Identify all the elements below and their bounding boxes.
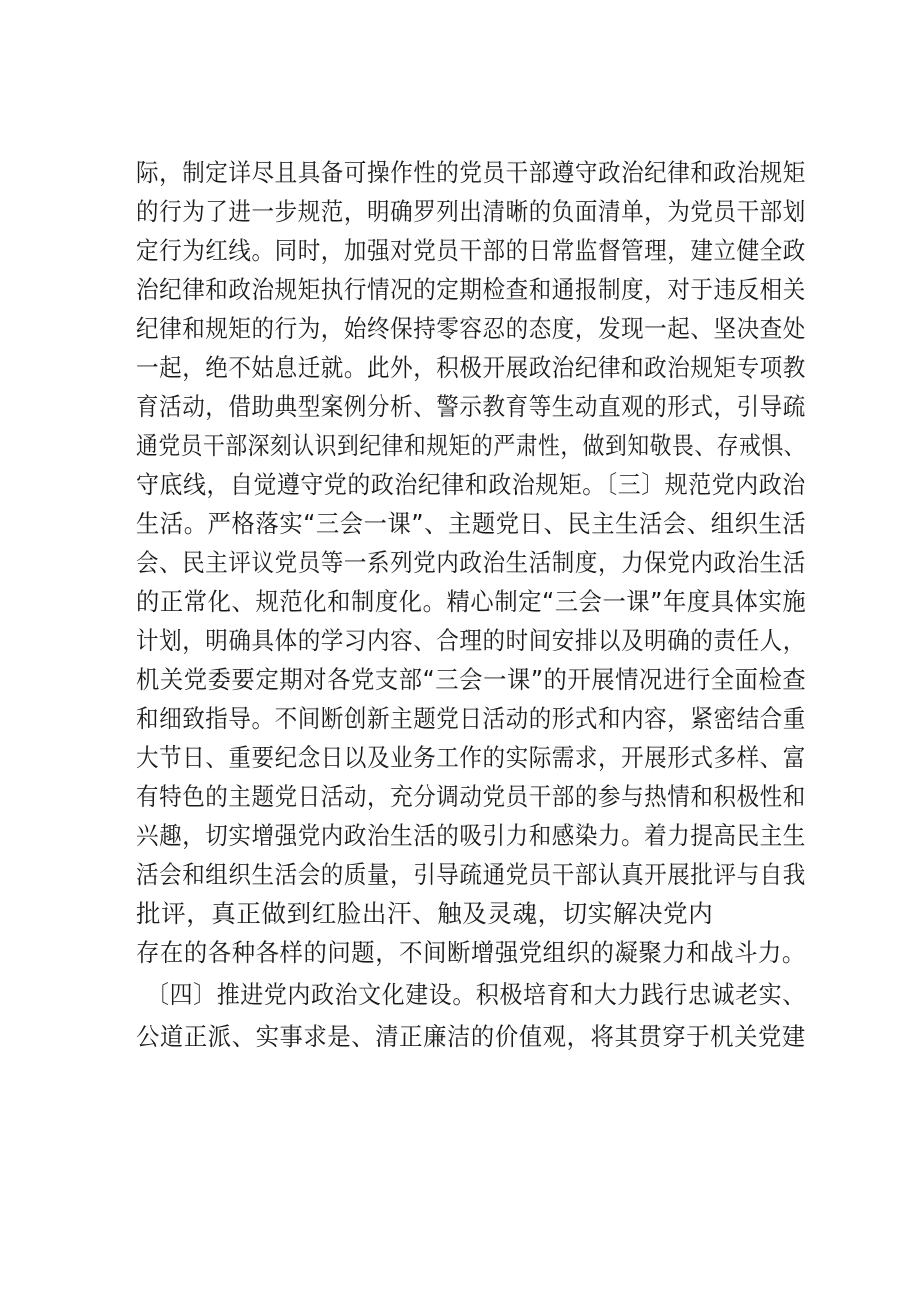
text-line: 纪律和规矩的行为，始终保持零容忍的态度，发现一起、坚决查处	[136, 314, 806, 343]
text-line: 生活。严格落实“三会一课”、主题党日、民主生活会、组织生活	[136, 509, 807, 538]
text-line: 〔四〕推进党内政治文化建设。积极培育和大力践行忠诚老实、	[146, 980, 806, 1009]
text-line: 大节日、重要纪念日以及业务工作的实际需求，开展形式多样、富	[136, 743, 806, 772]
text-line: 通党员干部深刻认识到纪律和规矩的严肃性，做到知敬畏、存戒惧、	[136, 431, 807, 460]
text-line: 机关党委要定期对各党支部“三会一课”的开展情况进行全面检查	[136, 665, 807, 694]
text-line: 的正常化、规范化和制度化。精心制定“三会一课”年度具体实施	[136, 587, 807, 616]
text-line: 批评，真正做到红脸出汗、触及灵魂，切实解决党内	[136, 899, 714, 928]
text-line: 定行为红线。同时，加强对党员干部的日常监督管理，建立健全政	[136, 236, 806, 265]
text-line: 活会和组织生活会的质量，引导疏通党员干部认真开展批评与自我	[136, 860, 806, 889]
text-line: 存在的各种各样的问题，不间断增强党组织的凝聚力和战斗力。	[136, 938, 806, 967]
text-line: 的行为了进一步规范，明确罗列出清晰的负面清单，为党员干部划	[136, 197, 806, 226]
text-line: 际，制定详尽且具备可操作性的党员干部遵守政治纪律和政治规矩	[136, 158, 806, 187]
text-line: 有特色的主题党日活动，充分调动党员干部的参与热情和积极性和	[136, 782, 806, 811]
text-line: 公道正派、实事求是、清正廉洁的价值观，将其贯穿于机关党建	[136, 1022, 806, 1051]
text-line: 育活动，借助典型案例分析、警示教育等生动直观的形式，引导疏	[136, 392, 806, 421]
text-line: 计划，明确具体的学习内容、合理的时间安排以及明确的责任人，	[136, 626, 806, 655]
text-line: 一起，绝不姑息迁就。此外，积极开展政治纪律和政治规矩专项教	[136, 353, 806, 382]
text-line: 会、民主评议党员等一系列党内政治生活制度，力保党内政治生活	[136, 548, 806, 577]
text-line: 守底线，自觉遵守党的政治纪律和政治规矩。〔三〕规范党内政治	[136, 470, 806, 499]
text-line: 治纪律和政治规矩执行情况的定期检查和通报制度，对于违反相关	[136, 275, 806, 304]
text-line: 和细致指导。不间断创新主题党日活动的形式和内容，紧密结合重	[136, 704, 806, 733]
text-line: 兴趣，切实增强党内政治生活的吸引力和感染力。着力提高民主生	[136, 821, 806, 850]
